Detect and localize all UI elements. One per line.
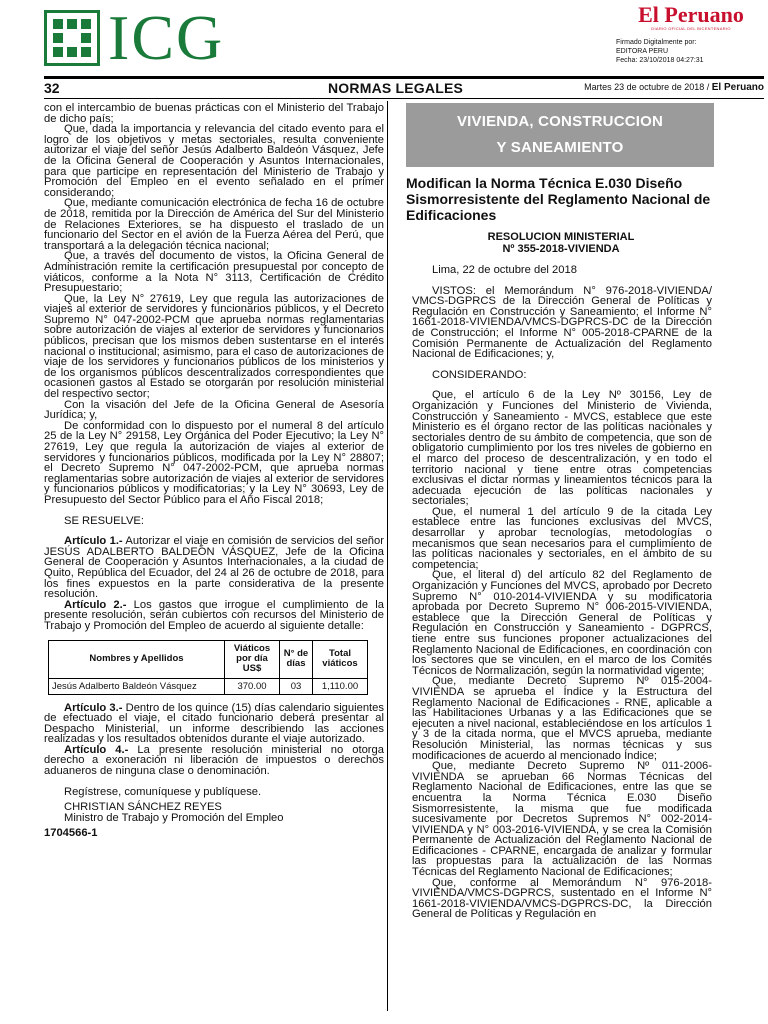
column-header: Total viáticos [313, 640, 368, 678]
page-number: 32 [44, 80, 60, 96]
resolution-number: RESOLUCION MINISTERIAL Nº 355-2018-VIVIENDA [487, 231, 635, 255]
paragraph: Que, conforme al Memorándum N° 976-2018-VIVIENDA/VMCS-DGPRCS, sustentado en el Informe N° 1661-2018-VIVIENDA/VMCS-DGPRCS-DC, la Dirección General de Políticas y Regulación en [412, 876, 712, 921]
banner-line: Y SANEAMIENTO [496, 139, 624, 156]
article-2: Artículo 2.- Los gastos que irrogue el cumplimiento de la presente resolución, serán cubiertos con recursos del Ministerio de Trabajo y Promoción del Empleo de acuerdo al siguiente detalle: [44, 598, 384, 632]
place-date: Lima, 22 de octubre del 2018 [432, 264, 577, 276]
right-column [392, 103, 722, 920]
article-1: Artículo 1.- Autorizar el viaje en comisión de servicios del señor JESÚS ADALBERTO BALDEÓN VÁSQUEZ, Jefe de la Oficina General de Cooperación y Asuntos Internacionales, a la ciudad de Quito, República del Ecuador, del 24 al 26 de octubre de 2018, para los fines expuestos en la parte considerativa de la presente resolución. [44, 535, 384, 601]
section-banner [406, 103, 714, 167]
paragraph: Que, la Ley N° 27619, Ley que regula las autorizaciones de viajes al exterior de servidores y funcionarios públicos, y el Decreto Supremo N° 047-2002-PCM que aprueba normas reglamentarias sobre autorización de viajes al exterior de servidores y funcionarios públicos, precisan que los mismos deben sustentarse en el interés nacional o institucional; asimismo, para el caso de autorizaciones de viaje de los servidores y funcionarios públicos de los ministerios y de los organismos públicos descentralizados correspondientes que ocasionen gastos al Estado se otorgarán por resolución ministerial del respectivo sector; [44, 292, 384, 401]
viaticos-table [48, 640, 368, 695]
table-cell: 1,110.00 [313, 678, 368, 694]
paragraph: Que, el literal d) del artículo 82 del Reglamento de Organización y Funciones del MVCS, aprobado por Decreto Supremo N° 010-2014-VIVIENDA y su modificatoria aprobada por Decreto Supremo N° 006-2015-VIVIENDA, establece que la Dirección General de Políticas y Regulación en Construcción y Saneamiento - DGPRCS, tiene entre sus funciones proponer actualizaciones del Reglamento Nacional de Edificaciones, en coordinación con los sectores que se vinculen, en el marco de los Comités Técnicos de Normalización, según la normatividad vigente; [412, 569, 712, 677]
page-heading [44, 79, 764, 97]
peruano-subtitle: DIARIO OFICIAL DEL BICENTENARIO [651, 26, 731, 31]
paragraph: Que, el artículo 6 de la Ley Nº 30156, Ley de Organización y Funciones del Ministerio de Vivienda, Construcción y Saneamiento - MVCS, establece que este Ministerio es el órgano rector de las políticas nacionales y sectoriales dentro de su ámbito de competencia, que son de obligatorio cumplimiento por los tres niveles de gobierno en el marco del proceso de descentralización, y en todo el territorio nacional y tiene entre otras competencias exclusivas el dictar normas y lineamientos técnicos para la adecuada ejecución de las políticas nacionales y sectoriales; [412, 389, 712, 508]
paragraph: Con la visación del Jefe de la Oficina General de Asesoría Jurídica; y, [44, 398, 384, 422]
section-title: NORMAS LEGALES [328, 80, 464, 96]
paragraph: Que, el numeral 1 del artículo 9 de la citada Ley establece entre las funciones exclusivas del MVCS, desarrollar y aprobar tecnologías, metodologías o mecanismos que sean necesarios para el cumplimiento de las políticas nacionales y sectoriales, en el ámbito de su competencia; [412, 505, 712, 571]
digital-signature [616, 38, 766, 65]
vistos: VISTOS: el Memorándum N° 976-2018-VIVIENDA/ VMCS-DGPRCS de la Dirección General de Políticas y Regulación en Construcción y Saneamiento; el Informe N° 1661-2018-VIVIENDA/VMCS-DGPRCS-DC de la Dirección de Construcción; el Informe N° 005-2018-CPARNE de la Comisión Permanente de Actualización del Reglamento Nacional de Edificaciones; y, [412, 284, 712, 361]
signed-line: Fecha: 23/10/2018 04:27:31 [616, 57, 704, 64]
table-cell: 370.00 [225, 678, 280, 694]
article-4: Artículo 4.- La presente resolución ministerial no otorga derecho a exoneración ni liberación de impuestos o derechos aduaneros de ninguna clase o denominación. [44, 743, 384, 778]
column-divider [387, 101, 388, 1011]
considerando-heading: CONSIDERANDO: [432, 368, 527, 381]
left-column [44, 103, 384, 839]
signer-title: Ministro de Trabajo y Promoción del Empleo [64, 811, 284, 824]
paragraph: Que, mediante Decreto Supremo Nº 011-2006-VIVIENDA se aprueban 66 Normas Técnicas del Reglamento Nacional de Edificaciones, entre las que se encuentra la Norma Técnica E.030 Diseño Sismorresistente, la misma que fue modificada sucesivamente por Decretos Supremos N° 002-2014-VIVIENDA y N° 003-2016-VIVIENDA, y se crea la Comisión Permanente de Actualización del Reglamento Nacional de Edificaciones - CPARNE, encargada de analizar y formular las propuestas para la actualización de las Normas Técnicas del Reglamento Nacional de Edificaciones; [412, 760, 712, 879]
signed-line: Firmado Digitalmente por: [616, 39, 697, 46]
peruano-logo: El Peruano [638, 2, 744, 27]
header-rule-thin [44, 98, 764, 99]
paragraph: Que, mediante Decreto Supremo Nº 015-2004-VIVIENDA se aprueba el Índice y la Estructura del Reglamento Nacional de Edificaciones - RNE, aplicable a las Habilitaciones Urbanas y a las Edificaciones que se ejecuten a nivel nacional, estableciéndose en los artículos 1 y 3 de la citada norma, que el MVCS aprueba, mediante Resolución Ministerial, las normas técnicas y sus modificaciones de acuerdo al mencionado Índice; [412, 675, 712, 762]
document-title: Modifican la Norma Técnica E.030 Diseño Sismorresistente del Reglamento Nacional de Edificaciones [406, 175, 711, 223]
column-header: N° de días [280, 640, 313, 678]
peruano-masthead [616, 4, 766, 65]
column-header: Viáticos por día US$ [225, 640, 280, 678]
paper-name: El Peruano [711, 82, 764, 93]
signed-line: EDITORA PERU [616, 48, 668, 55]
table-cell: Jesús Adalberto Baldeón Vásquez [49, 678, 225, 694]
closing-formula: Regístrese, comuníquese y publíquese. [64, 785, 262, 798]
logo-text: ICG [108, 2, 225, 73]
paragraph: Que, a través del documento de vistos, la Oficina General de Administración remite la certificación presupuestal por concepto de viáticos, conforme a la Nota N° 3113, Certificación de Crédito Presupuestario; [44, 250, 384, 295]
table-row [49, 678, 368, 694]
paragraph: De conformidad con lo dispuesto por el numeral 8 del artículo 25 de la Ley N° 29158, Ley Orgánica del Poder Ejecutivo; la Ley N° 27619, Ley que regula la autorización de viajes al exterior de servidores y funcionarios públicos, modificada por la Ley N° 28807; el Decreto Supremo N° 047-2002-PCM, que aprueba normas reglamentarias sobre autorización de viajes al exterior de servidores y funcionarios públicos y modificatorias; y la Ley N° 30693, Ley de Presupuesto del Sector Público para el Año Fiscal 2018; [44, 419, 384, 506]
document-code: 1704566-1 [44, 827, 98, 840]
column-header: Nombres y Apellidos [49, 640, 225, 678]
signer-name: CHRISTIAN SÁNCHEZ REYES [64, 801, 222, 814]
publication-date: Martes 23 de octubre de 2018 / El Peruano [584, 82, 764, 93]
page-header [0, 0, 768, 78]
article-3: Artículo 3.- Dentro de los quince (15) días calendario siguientes de efectuado el viaje, el citado funcionario deberá presentar al Despacho Ministerial, un informe describiendo las acciones realizadas y los resultados obtenidos durante el viaje autorizado. [44, 701, 384, 746]
icg-emblem-icon [44, 10, 100, 66]
table-cell: 03 [280, 678, 313, 694]
paragraph: Que, dada la importancia y relevancia del citado evento para el logro de los objetivos y metas sectoriales, resulta conveniente autorizar el viaje del señor Jesús Adalberto Baldeón Vásquez, Jefe de la Oficina General de Cooperación y Asuntos Internacionales, para que participe en representación del Ministerio de Trabajo y Promoción del Empleo en el evento señalado en el primer considerando; [44, 123, 384, 199]
right-body [412, 265, 712, 920]
banner-line: VIVIENDA, CONSTRUCCION [456, 113, 664, 130]
icg-logo [44, 2, 304, 73]
table-header-row [49, 640, 368, 678]
paragraph: Que, mediante comunicación electrónica de fecha 16 de octubre de 2018, remitida por la Dirección de América del Sur del Ministerio de Relaciones Exteriores, se ha dispuesto el traslado de un funcionario del Sector en el avión de la Fuerza Aérea del Perú, que transportará a la delegación técnica nacional; [44, 197, 384, 252]
paragraph: con el intercambio de buenas prácticas con el Ministerio del Trabajo de dicho país; [44, 102, 384, 125]
resuelve-heading: SE RESUELVE: [64, 514, 144, 527]
